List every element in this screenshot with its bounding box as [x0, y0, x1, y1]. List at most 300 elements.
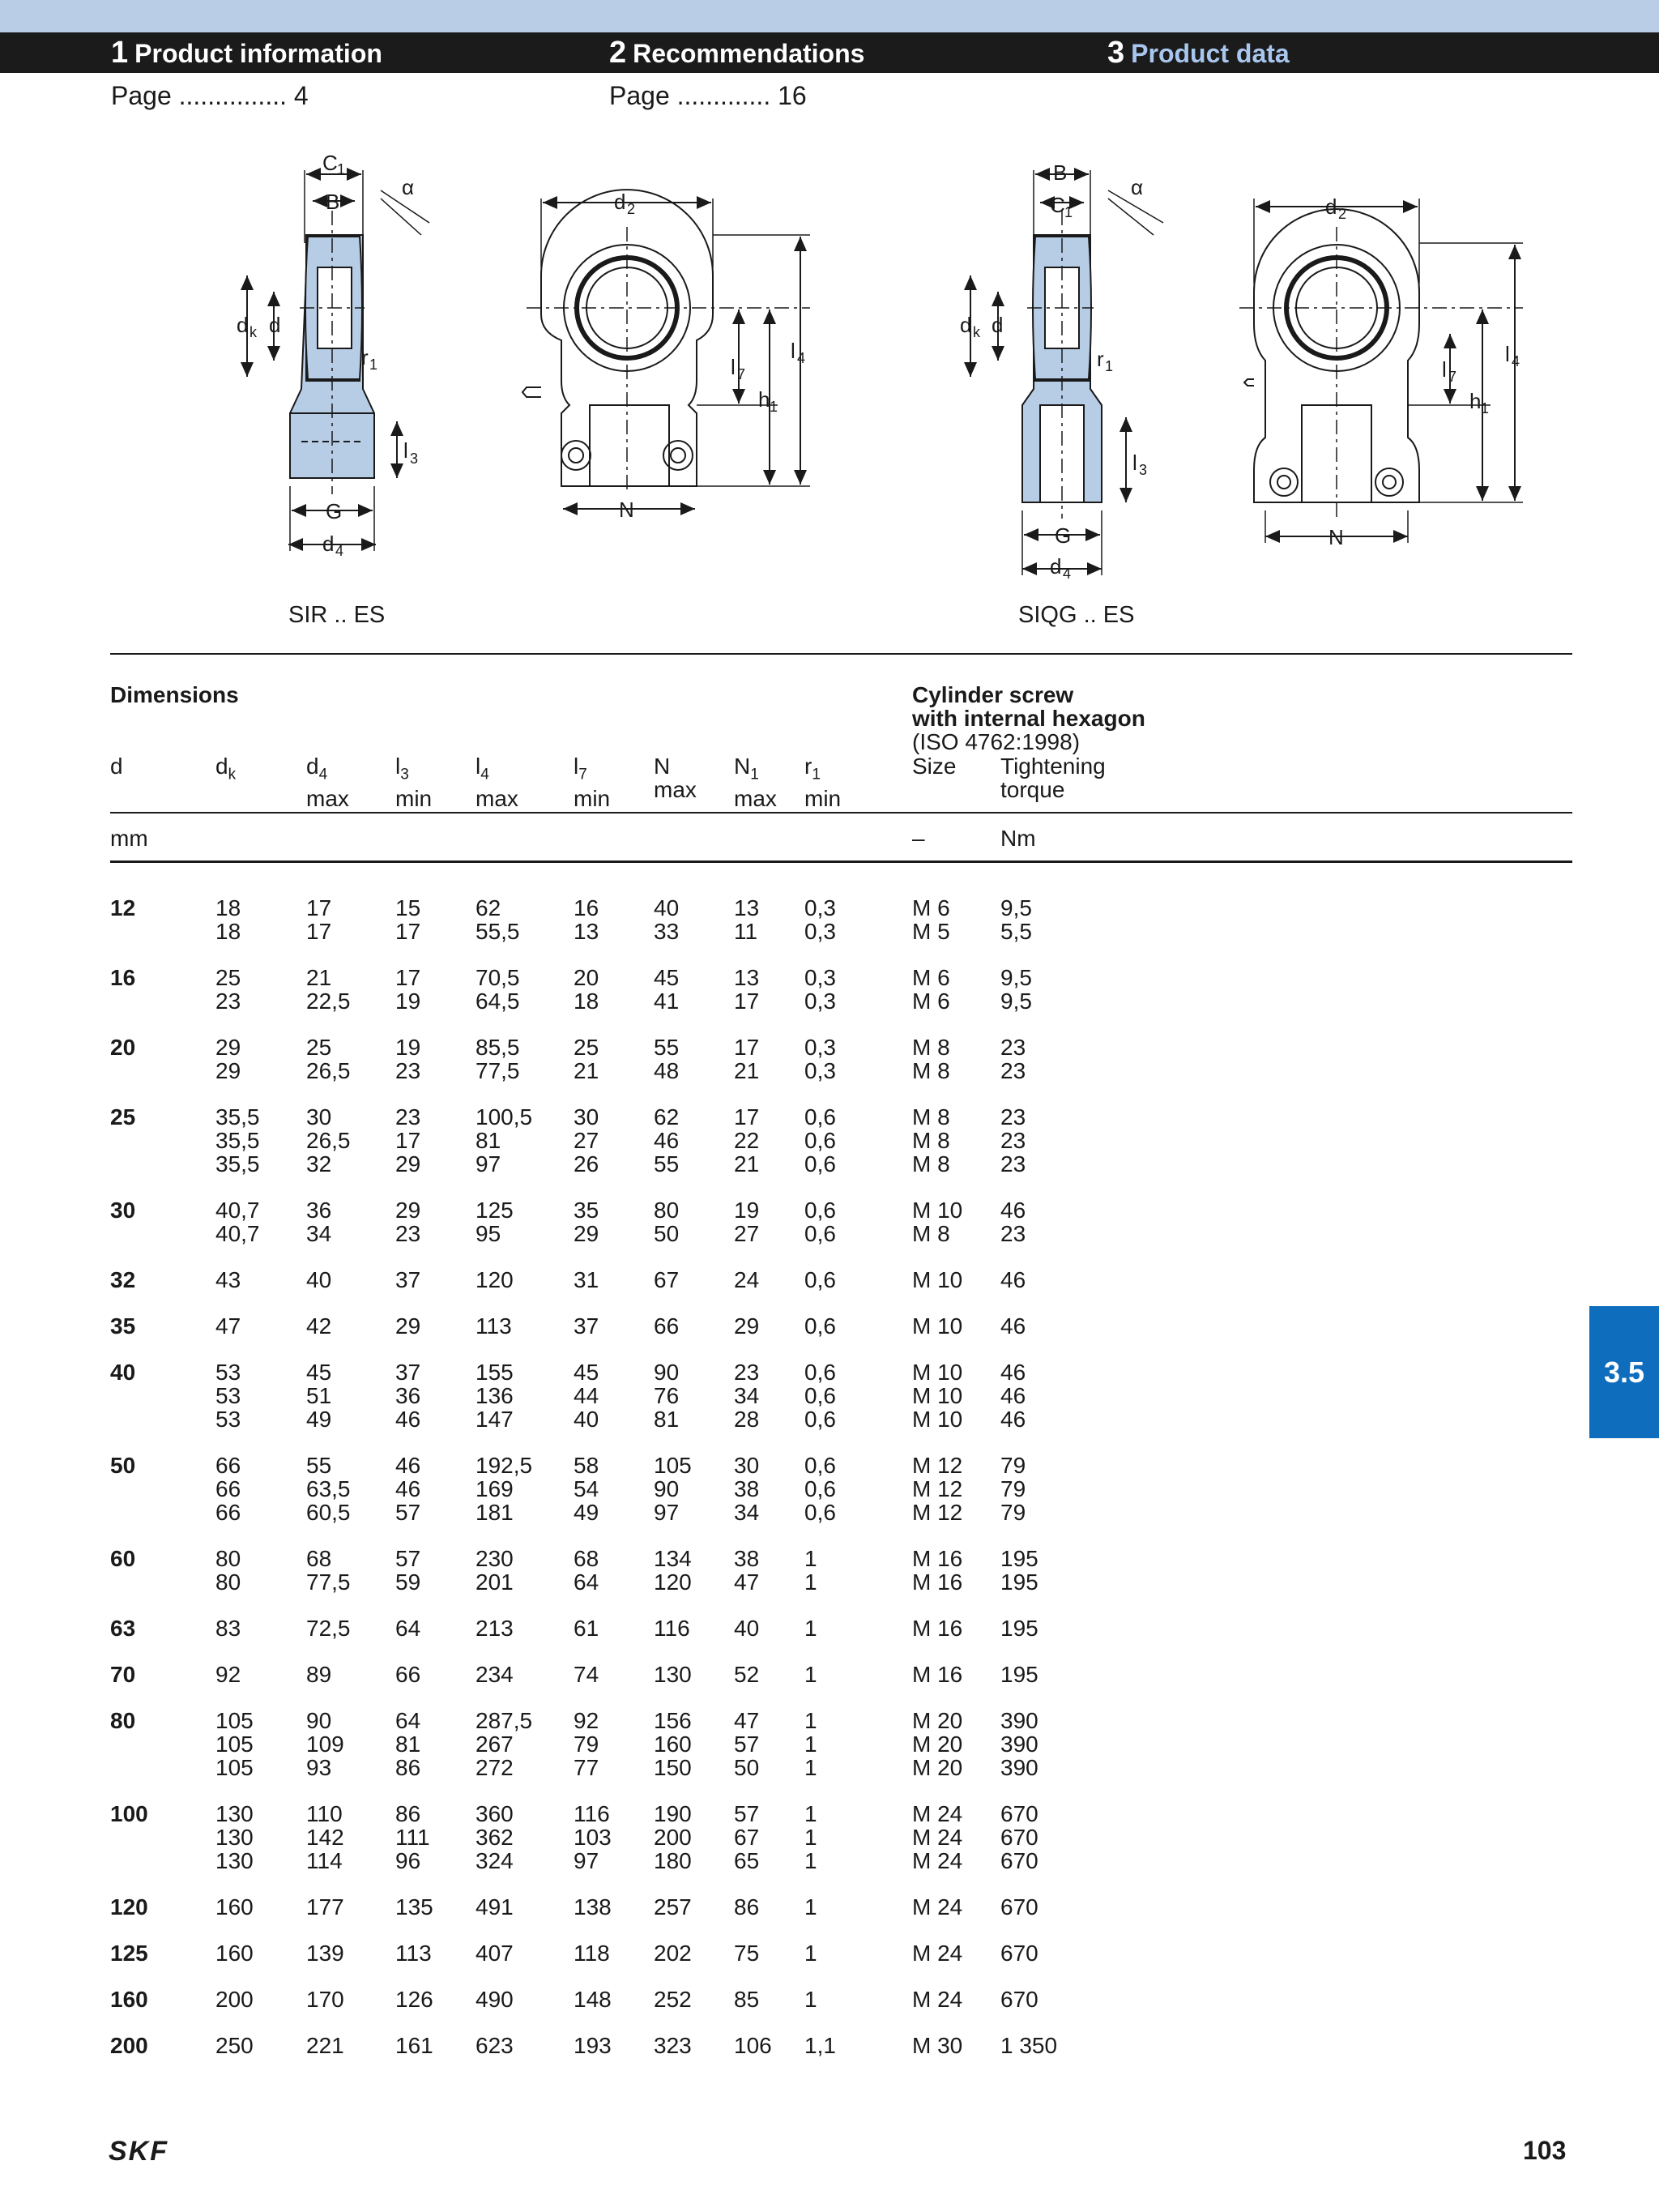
label-b: B — [1053, 160, 1068, 185]
table-cell: 49 — [574, 1500, 599, 1525]
table-cell: 120 — [654, 1569, 692, 1595]
header-rule — [110, 812, 1572, 813]
table-cell: 57 — [734, 1801, 760, 1826]
table-cell: M 8 — [912, 1058, 950, 1083]
table-cell: M 8 — [912, 1104, 950, 1129]
table-cell: 17 — [734, 989, 760, 1014]
note: max — [654, 777, 697, 802]
table-cell: 19 — [395, 989, 421, 1014]
table-cell: 37 — [395, 1360, 421, 1385]
table-cell: M 8 — [912, 1128, 950, 1153]
table-cell: 34 — [734, 1500, 760, 1525]
table-cell: 25 — [306, 1035, 332, 1060]
table-cell: 35 — [574, 1198, 599, 1223]
sub: 1 — [750, 766, 759, 784]
table-cell: 490 — [476, 1987, 514, 2012]
table-cell: 97 — [654, 1500, 680, 1525]
table-cell: 46 — [1000, 1360, 1026, 1385]
table-group-d: 35 — [110, 1313, 136, 1339]
table-cell: 75 — [734, 1941, 760, 1966]
table-cell: 27 — [734, 1221, 760, 1246]
table-cell: 17 — [395, 965, 421, 990]
table-cell: M 20 — [912, 1708, 963, 1733]
table-cell: 46 — [1000, 1383, 1026, 1408]
table-cell: 25 — [574, 1035, 599, 1060]
table-cell: 623 — [476, 2033, 514, 2058]
table-cell: 62 — [476, 895, 501, 920]
table-cell: 33 — [654, 919, 680, 944]
table-cell: 85,5 — [476, 1035, 520, 1060]
table-cell: 105 — [654, 1453, 692, 1478]
label-d: d — [992, 313, 1004, 337]
chapter-tab[interactable]: 3.5 — [1589, 1306, 1659, 1438]
table-cell: 103 — [574, 1825, 612, 1850]
page-number: 103 — [1523, 2136, 1567, 2165]
table-cell: 67 — [654, 1267, 680, 1292]
table-cell: 40 — [734, 1616, 760, 1641]
table-cell: 13 — [574, 919, 599, 944]
table-cell: 195 — [1000, 1546, 1038, 1571]
table-cell: 267 — [476, 1732, 514, 1757]
table-cell: 79 — [1000, 1453, 1026, 1478]
table-group-d: 63 — [110, 1616, 136, 1641]
table-cell: 23 — [734, 1360, 760, 1385]
table-cell: 114 — [306, 1848, 343, 1873]
label-r1: r — [361, 345, 369, 369]
table-cell: 116 — [654, 1616, 690, 1641]
table-cell: 139 — [306, 1941, 344, 1966]
table-cell: 63,5 — [306, 1476, 351, 1501]
table-cell: 100,5 — [476, 1104, 533, 1129]
table-cell: 0,6 — [804, 1500, 836, 1525]
page-dots: ............. — [676, 81, 771, 110]
table-cell: 46 — [1000, 1313, 1026, 1339]
table-cell: 323 — [654, 2033, 692, 2058]
table-group-d: 60 — [110, 1546, 136, 1571]
table-cell: 16 — [574, 895, 599, 920]
table-cell: 29 — [395, 1313, 421, 1339]
table-cell: 23 — [1000, 1151, 1026, 1176]
sub: 3 — [400, 766, 409, 784]
table-cell: 29 — [215, 1035, 241, 1060]
table-cell: 35,5 — [215, 1128, 260, 1153]
table-cell: 1 — [804, 1546, 817, 1571]
table-cell: 57 — [395, 1500, 421, 1525]
table-cell: 26 — [574, 1151, 599, 1176]
table-cell: 9,5 — [1000, 965, 1032, 990]
table-cell: M 20 — [912, 1732, 963, 1757]
label-h1: h — [1469, 389, 1482, 413]
siqg-side-view — [970, 170, 1163, 575]
table-cell: 181 — [476, 1500, 514, 1525]
table-cell: 491 — [476, 1894, 514, 1919]
table-cell: 81 — [395, 1732, 421, 1757]
screw-heading-line-2: with internal hexagon — [912, 706, 1145, 731]
table-cell: 0,6 — [804, 1313, 836, 1339]
table-top-rule — [110, 653, 1572, 655]
table-cell: M 10 — [912, 1267, 963, 1292]
table-cell: 670 — [1000, 1941, 1038, 1966]
table-cell: 130 — [215, 1825, 254, 1850]
label-n: N — [1328, 525, 1344, 549]
table-cell: 177 — [306, 1894, 344, 1919]
table-cell: 72,5 — [306, 1616, 351, 1641]
label-l4: l — [791, 339, 795, 363]
table-cell: 113 — [476, 1313, 512, 1339]
skf-logo — [109, 2136, 193, 2165]
table-cell: 138 — [574, 1894, 612, 1919]
table-cell: 30 — [734, 1453, 760, 1478]
table-cell: 13 — [734, 965, 760, 990]
page-label: Page — [609, 81, 670, 110]
label-sub: 4 — [1063, 566, 1072, 582]
table-cell: 0,6 — [804, 1476, 836, 1501]
table-cell: 161 — [395, 2033, 433, 2058]
table-group-d: 80 — [110, 1708, 136, 1733]
table-cell: 670 — [1000, 1848, 1038, 1873]
table-cell: 66 — [215, 1453, 241, 1478]
table-cell: 1 — [804, 1569, 817, 1595]
table-cell: 201 — [476, 1569, 514, 1595]
label-sub: 1 — [1064, 204, 1073, 220]
table-cell: M 8 — [912, 1151, 950, 1176]
table-cell: 46 — [1000, 1407, 1026, 1432]
table-cell: 362 — [476, 1825, 514, 1850]
table-cell: 257 — [654, 1894, 692, 1919]
table-cell: 670 — [1000, 1987, 1038, 2012]
table-cell: 24 — [734, 1267, 760, 1292]
table-cell: 170 — [306, 1987, 344, 2012]
table-cell: M 16 — [912, 1569, 963, 1595]
table-cell: 0,6 — [804, 1221, 836, 1246]
table-cell: 46 — [395, 1407, 421, 1432]
table-cell: 22,5 — [306, 989, 351, 1014]
table-group-d: 16 — [110, 965, 136, 990]
table-cell: 0,6 — [804, 1104, 836, 1129]
table-cell: 29 — [734, 1313, 760, 1339]
table-cell: 81 — [476, 1128, 501, 1153]
table-cell: 111 — [395, 1825, 430, 1850]
label: torque — [1000, 777, 1065, 802]
table-cell: 45 — [574, 1360, 599, 1385]
table-group-d: 30 — [110, 1198, 136, 1223]
sub: 7 — [578, 766, 587, 784]
label-sub: 3 — [1139, 462, 1148, 478]
table-cell: 190 — [654, 1801, 692, 1826]
sym: r — [804, 754, 812, 779]
table-cell: 195 — [1000, 1616, 1038, 1641]
screw-heading-line-3: (ISO 4762:1998) — [912, 729, 1081, 754]
table-cell: 38 — [734, 1546, 760, 1571]
table-cell: 195 — [1000, 1662, 1038, 1687]
label-sub: 1 — [369, 357, 378, 373]
table-cell: 50 — [654, 1221, 680, 1246]
label-sub: 7 — [737, 366, 746, 382]
table-cell: 35,5 — [215, 1104, 260, 1129]
table-cell: 55,5 — [476, 919, 520, 944]
label-alpha: α — [1131, 175, 1144, 199]
table-cell: 58 — [574, 1453, 599, 1478]
table-cell: 670 — [1000, 1894, 1038, 1919]
label-l3: l — [1132, 451, 1137, 475]
table-cell: M 5 — [912, 919, 950, 944]
table-cell: M 6 — [912, 989, 950, 1014]
table-cell: 34 — [734, 1383, 760, 1408]
table-cell: M 24 — [912, 1987, 963, 2012]
page-dots: ............... — [178, 81, 287, 110]
table-cell: M 16 — [912, 1546, 963, 1571]
table-cell: 17 — [306, 895, 332, 920]
screw-heading-line-1: Cylinder screw — [912, 682, 1074, 707]
label-l7: l — [731, 355, 736, 379]
table-cell: 59 — [395, 1569, 421, 1595]
table-cell: 0,3 — [804, 989, 836, 1014]
label: Tightening — [1000, 754, 1106, 779]
label-dk: d — [237, 313, 249, 337]
label-d2: d — [1325, 194, 1337, 219]
table-cell: 66 — [215, 1500, 241, 1525]
table-cell: 19 — [734, 1198, 760, 1223]
table-cell: 195 — [1000, 1569, 1038, 1595]
table-cell: 37 — [395, 1267, 421, 1292]
col-header-l4 — [476, 754, 518, 810]
table-group-d: 100 — [110, 1801, 148, 1826]
table-cell: M 12 — [912, 1453, 963, 1478]
table-cell: 29 — [215, 1058, 241, 1083]
table-cell: 407 — [476, 1941, 514, 1966]
table-cell: M 10 — [912, 1383, 963, 1408]
unit-nm: Nm — [1000, 826, 1036, 851]
label-sub: 1 — [1481, 400, 1490, 416]
table-cell: 64 — [574, 1569, 599, 1595]
col-header-n — [654, 754, 697, 801]
table-cell: 272 — [476, 1755, 514, 1780]
table-cell: 160 — [215, 1894, 254, 1919]
table-cell: 48 — [654, 1058, 680, 1083]
table-cell: 390 — [1000, 1732, 1038, 1757]
table-cell: 23 — [395, 1221, 421, 1246]
table-cell: 36 — [395, 1383, 421, 1408]
table-group-d: 25 — [110, 1104, 136, 1129]
sub: 4 — [480, 766, 489, 784]
table-cell: 68 — [574, 1546, 599, 1571]
note: max — [306, 785, 349, 811]
table-cell: 19 — [395, 1035, 421, 1060]
table-cell: M 24 — [912, 1941, 963, 1966]
table-cell: 17 — [395, 919, 421, 944]
table-cell: 360 — [476, 1801, 514, 1826]
table-cell: 55 — [306, 1453, 332, 1478]
table-cell: 42 — [306, 1313, 332, 1339]
table-cell: 29 — [395, 1151, 421, 1176]
note: min — [804, 785, 842, 811]
table-cell: M 24 — [912, 1848, 963, 1873]
table-cell: 130 — [215, 1848, 254, 1873]
table-cell: 20 — [574, 965, 599, 990]
table-cell: M 20 — [912, 1755, 963, 1780]
table-cell: 0,3 — [804, 1058, 836, 1083]
table-cell: 18 — [215, 919, 241, 944]
table-cell: 1 — [804, 1987, 817, 2012]
table-cell: 30 — [306, 1104, 332, 1129]
table-cell: M 10 — [912, 1360, 963, 1385]
table-cell: 96 — [395, 1848, 421, 1873]
table-cell: 23 — [215, 989, 241, 1014]
table-cell: 118 — [574, 1941, 610, 1966]
table-cell: 21 — [306, 965, 332, 990]
table-cell: 57 — [395, 1546, 421, 1571]
table-cell: 47 — [734, 1708, 760, 1733]
table-cell: 53 — [215, 1407, 241, 1432]
label-sub: 1 — [770, 399, 778, 415]
table-cell: 250 — [215, 2033, 254, 2058]
label-d4: d — [1050, 554, 1062, 579]
label-l3: l — [403, 438, 408, 463]
table-cell: 221 — [306, 2033, 344, 2058]
table-cell: 52 — [734, 1662, 760, 1687]
table-cell: 390 — [1000, 1708, 1038, 1733]
table-cell: 40,7 — [215, 1221, 260, 1246]
table-cell: 200 — [215, 1987, 254, 2012]
table-cell: 1 — [804, 1941, 817, 1966]
table-cell: 26,5 — [306, 1128, 351, 1153]
table-cell: 17 — [306, 919, 332, 944]
label-sub: 1 — [1105, 358, 1114, 374]
table-group-d: 70 — [110, 1662, 136, 1687]
table-cell: 130 — [215, 1801, 254, 1826]
table-cell: 125 — [476, 1198, 514, 1223]
table-cell: 61 — [574, 1616, 599, 1641]
table-cell: 64 — [395, 1616, 421, 1641]
table-cell: 95 — [476, 1221, 501, 1246]
table-cell: 23 — [1000, 1058, 1026, 1083]
table-cell: 11 — [734, 919, 758, 944]
sym: d — [215, 754, 228, 779]
table-cell: 192,5 — [476, 1453, 533, 1478]
table-cell: 90 — [654, 1360, 680, 1385]
table-cell: 105 — [215, 1708, 254, 1733]
table-group-d: 200 — [110, 2033, 148, 2058]
table-cell: 77,5 — [306, 1569, 351, 1595]
table-cell: 70,5 — [476, 965, 520, 990]
page-number-ref: 4 — [293, 81, 309, 110]
table-cell: 44 — [574, 1383, 599, 1408]
skf-logo-text: SKF — [109, 2136, 168, 2165]
table-cell: 213 — [476, 1616, 514, 1641]
table-cell: 86 — [395, 1801, 421, 1826]
table-cell: 57 — [734, 1732, 760, 1757]
table-cell: 54 — [574, 1476, 599, 1501]
table-cell: 31 — [574, 1267, 599, 1292]
table-cell: 23 — [395, 1104, 421, 1129]
table-cell: 92 — [215, 1662, 241, 1687]
label-l7: l — [1442, 357, 1447, 382]
table-cell: 28 — [734, 1407, 760, 1432]
table-cell: 0,6 — [804, 1383, 836, 1408]
table-cell: 66 — [215, 1476, 241, 1501]
table-cell: 120 — [476, 1267, 514, 1292]
table-cell: 30 — [574, 1104, 599, 1129]
sir-front-view — [522, 190, 810, 509]
nav-label: Recommendations — [633, 39, 865, 68]
table-cell: 0,6 — [804, 1267, 836, 1292]
table-cell: 23 — [1000, 1221, 1026, 1246]
table-cell: 252 — [654, 1987, 692, 2012]
table-cell: 324 — [476, 1848, 514, 1873]
table-cell: M 16 — [912, 1662, 963, 1687]
table-cell: M 12 — [912, 1476, 963, 1501]
table-cell: 79 — [1000, 1476, 1026, 1501]
table-cell: 65 — [734, 1848, 760, 1873]
table-cell: 0,3 — [804, 895, 836, 920]
table-cell: 29 — [395, 1198, 421, 1223]
table-cell: 147 — [476, 1407, 514, 1432]
table-cell: 23 — [1000, 1104, 1026, 1129]
col-header-torque — [1000, 754, 1106, 801]
table-cell: 83 — [215, 1616, 241, 1641]
label-g: G — [1055, 523, 1072, 548]
table-group-d: 32 — [110, 1267, 136, 1292]
table-group-d: 12 — [110, 895, 136, 920]
sym: N — [734, 754, 751, 779]
nav-label: Product information — [134, 39, 382, 68]
table-cell: 29 — [574, 1221, 599, 1246]
table-cell: 670 — [1000, 1801, 1038, 1826]
table-cell: 97 — [476, 1151, 501, 1176]
unit-mm: mm — [110, 826, 148, 851]
col-header-d: d — [110, 754, 123, 779]
table-cell: 50 — [734, 1755, 760, 1780]
label-sub: 7 — [1448, 369, 1457, 385]
table-cell: 0,3 — [804, 1035, 836, 1060]
table-cell: 21 — [574, 1058, 599, 1083]
table-cell: 34 — [306, 1221, 332, 1246]
label-d4: d — [322, 532, 335, 556]
table-cell: 17 — [734, 1104, 760, 1129]
table-group-d: 50 — [110, 1453, 136, 1478]
table-cell: 62 — [654, 1104, 680, 1129]
table-cell: 390 — [1000, 1755, 1038, 1780]
table-cell: 79 — [574, 1732, 599, 1757]
label-c1: C — [1050, 193, 1065, 217]
table-cell: 90 — [306, 1708, 332, 1733]
label-sub: 4 — [1512, 353, 1520, 369]
label-sub: 1 — [337, 161, 346, 177]
label-alpha: α — [402, 175, 415, 199]
table-cell: 110 — [306, 1801, 343, 1826]
table-cell: 1 — [804, 1708, 817, 1733]
page-label: Page — [111, 81, 172, 110]
table-cell: 113 — [395, 1941, 432, 1966]
table-cell: 150 — [654, 1755, 692, 1780]
table-cell: M 10 — [912, 1198, 963, 1223]
table-cell: 234 — [476, 1662, 514, 1687]
table-cell: 25 — [215, 965, 241, 990]
table-cell: 1 — [804, 1825, 817, 1850]
table-group-d: 125 — [110, 1941, 148, 1966]
units-rule — [110, 860, 1572, 863]
table-cell: M 24 — [912, 1894, 963, 1919]
table-cell: 18 — [215, 895, 241, 920]
sub: k — [228, 766, 237, 784]
table-cell: 46 — [395, 1453, 421, 1478]
table-cell: 0,6 — [804, 1360, 836, 1385]
table-cell: 51 — [306, 1383, 332, 1408]
table-cell: 40 — [654, 895, 680, 920]
table-cell: 46 — [395, 1476, 421, 1501]
table-cell: 45 — [306, 1360, 332, 1385]
sub: 4 — [318, 766, 328, 784]
